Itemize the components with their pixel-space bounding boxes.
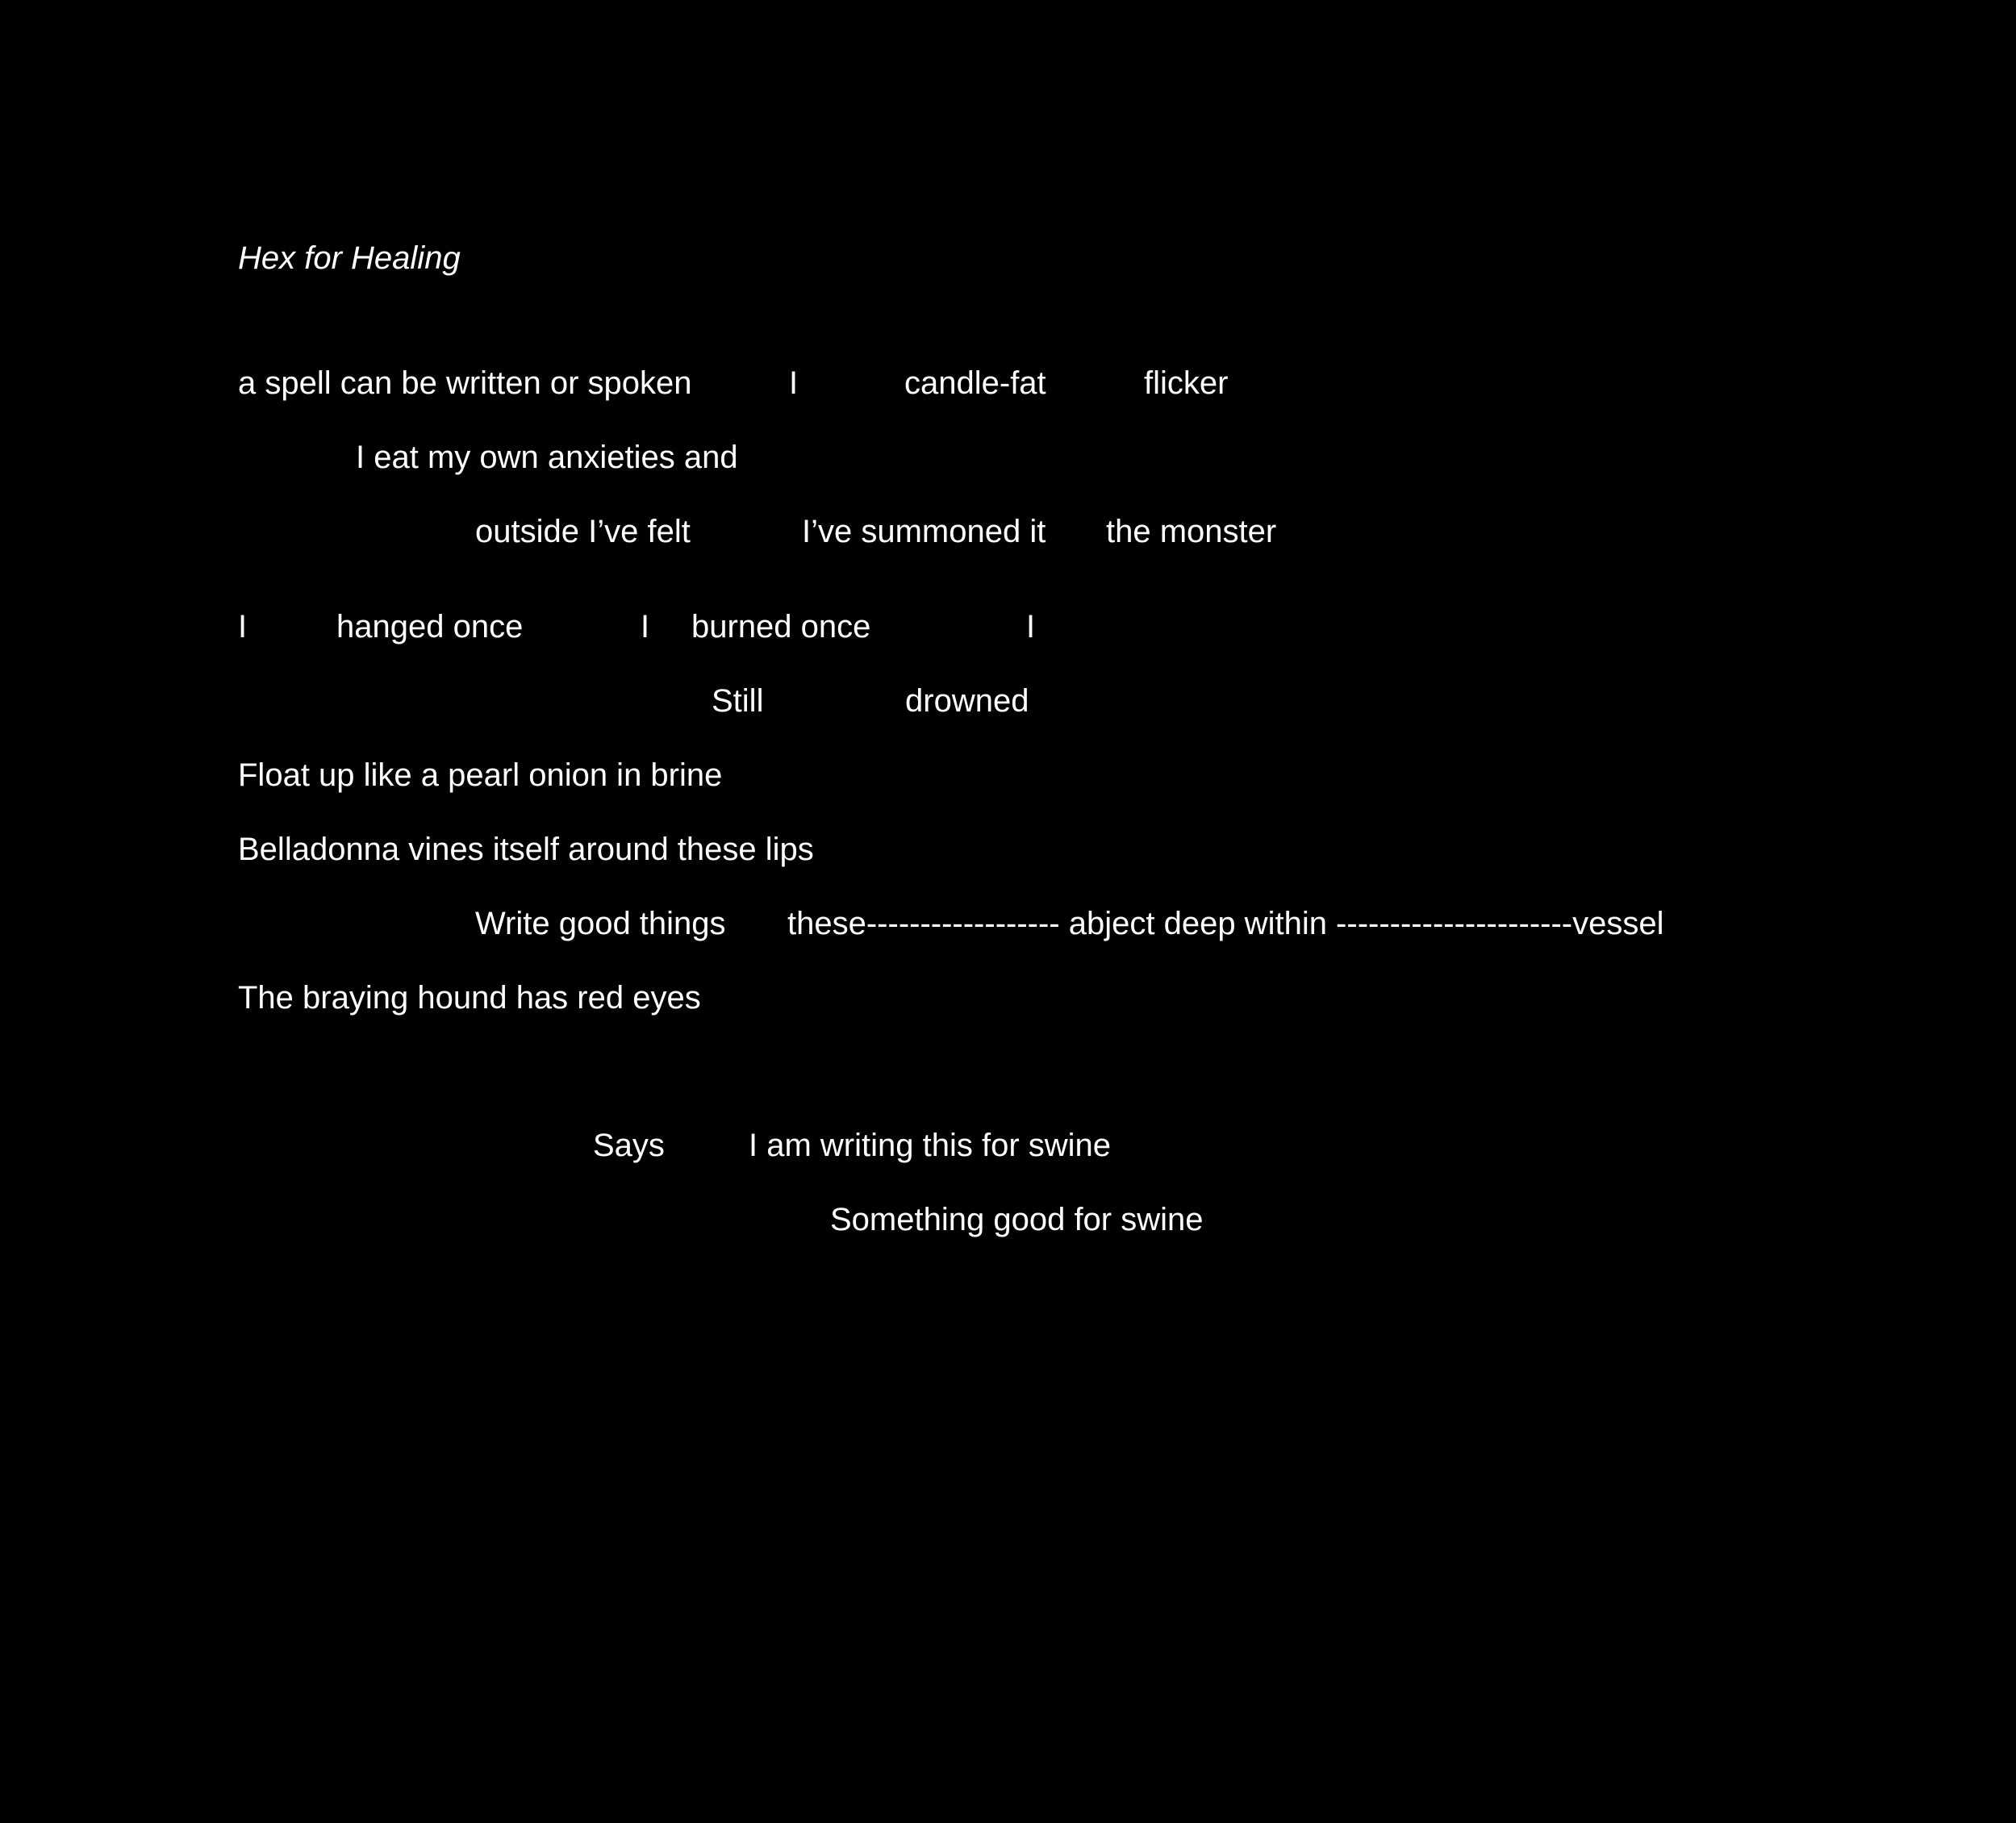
poem-line-8 [0,907,2016,946]
poem-line-10 [0,1129,2016,1168]
poem-line-4 [0,611,2016,649]
poem-title: Hex for Healing [238,240,461,276]
line-fragment: I [789,365,799,401]
line-fragment: hanged once [336,609,524,645]
poem-line-11 [0,1204,2016,1242]
poem-line-3 [0,515,2016,554]
line-fragment: Belladonna vines itself around these lips [238,832,814,867]
line-fragment: The braying hound has red eyes [238,980,701,1016]
line-fragment: I [238,609,248,645]
line-fragment: Write good things [475,906,726,941]
line-fragment: I eat my own anxieties and [356,440,738,475]
line-fragment: outside I’ve felt [475,514,691,549]
line-fragment: flicker [1144,365,1229,401]
poem-line-1 [0,367,2016,406]
line-fragment: I [641,609,650,645]
poem-line-9 [0,982,2016,1020]
line-fragment: I am writing this for swine [749,1128,1112,1163]
line-fragment: I [1026,609,1036,645]
line-fragment: these------------------ abject deep within ----------------------vessel [787,906,1664,941]
poem-line-5 [0,685,2016,724]
line-fragment: I’ve summoned it [802,514,1046,549]
line-fragment: Still [712,683,764,719]
line-fragment: Something good for swine [830,1202,1204,1237]
poem-line-7 [0,833,2016,872]
poem-line-6 [0,759,2016,798]
line-fragment: candle-fat [904,365,1046,401]
line-fragment: Says [593,1128,665,1163]
line-fragment: the monster [1106,514,1277,549]
line-fragment: a spell can be written or spoken [238,365,692,401]
line-fragment: burned once [691,609,871,645]
line-fragment: drowned [905,683,1029,719]
poem-line-2 [0,441,2016,480]
line-fragment: Float up like a pearl onion in brine [238,757,723,793]
